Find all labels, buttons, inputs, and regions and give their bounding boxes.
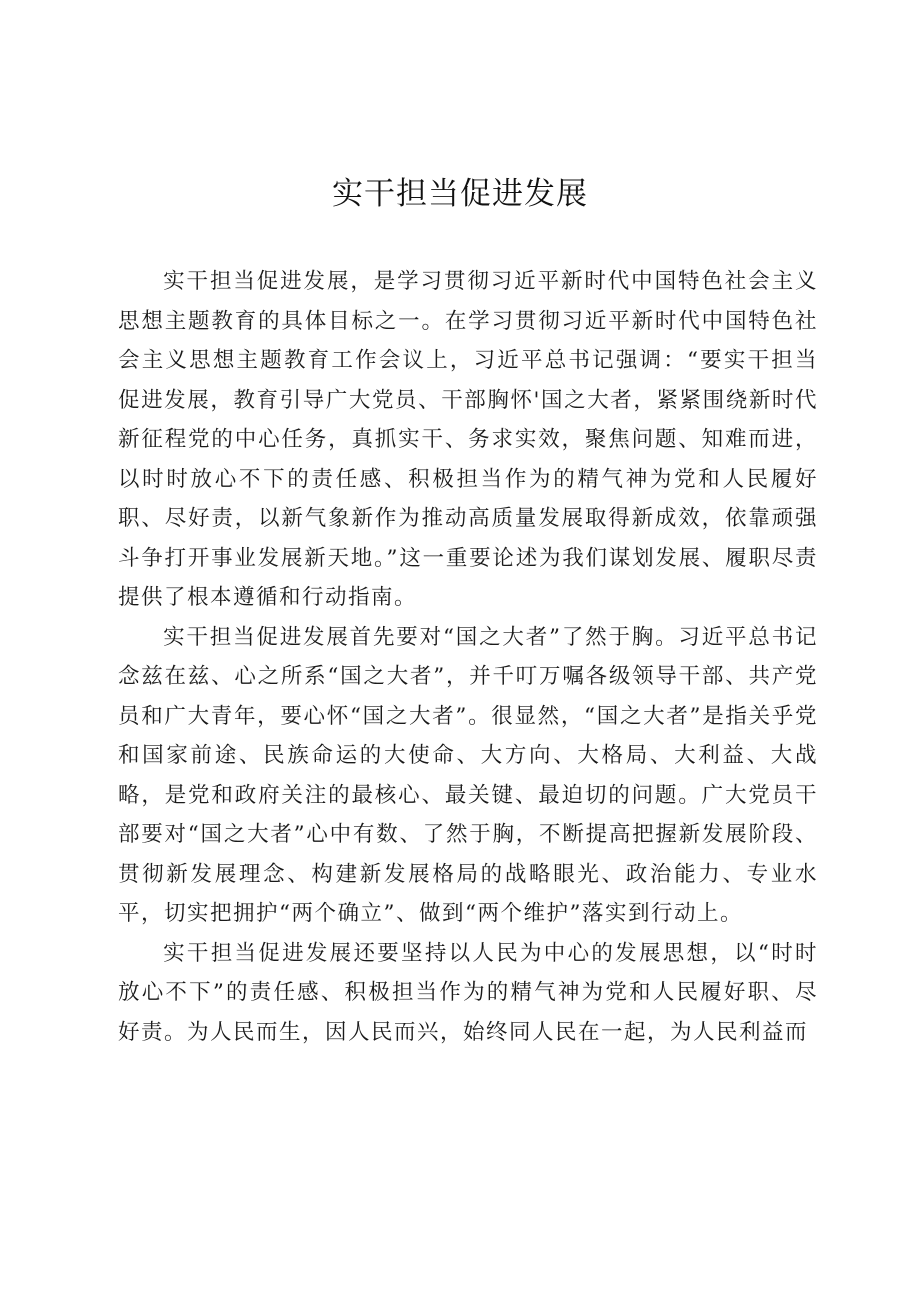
paragraph-3: 实干担当促进发展还要坚持以人民为中心的发展思想，以“时时放心不下”的责任感、积极担当作为的精气神为党和人民履好职、尽好责。为人民而生，因人民而兴，始终同人民在一起，为人民利益而 bbox=[118, 940, 818, 1045]
paragraph-1: 实干担当促进发展，是学习贯彻习近平新时代中国特色社会主义思想主题教育的具体目标之一。在学习贯彻习近平新时代中国特色社会主义思想主题教育工作会议上，习近平总书记强调：“要实干担当促进发展，教育引导广大党员、干部胸怀'国之大者，紧紧围绕新时代新征程党的中心任务，真抓实干、务求实效，聚焦问题、知难而进，以时时放心不下的责任感、积极担当作为的精气神为党和人民履好职、尽好责，以新气象新作为推动高质量发展取得新成效，依靠顽强斗争打开事业发展新天地。”这一重要论述为我们谋划发展、履职尽责提供了根本遵循和行动指南。 bbox=[118, 269, 818, 610]
document-body bbox=[118, 262, 818, 1052]
document-title: 实干担当促进发展 bbox=[332, 176, 588, 212]
paragraph-2: 实干担当促进发展首先要对“国之大者”了然于胸。习近平总书记念兹在兹、心之所系“国之大者”，并千叮万嘱各级领导干部、共产党员和广大青年，要心怀“国之大者”。很显然，“国之大者”是指关乎党和国家前途、民族命运的大使命、大方向、大格局、大利益、大战略，是党和政府关注的最核心、最关键、最迫切的问题。广大党员干部要对“国之大者”心中有数、了然于胸，不断提高把握新发展阶段、贯彻新发展理念、构建新发展格局的战略眼光、政治能力、专业水平，切实把拥护“两个确立”、做到“两个维护”落实到行动上。 bbox=[118, 624, 818, 926]
